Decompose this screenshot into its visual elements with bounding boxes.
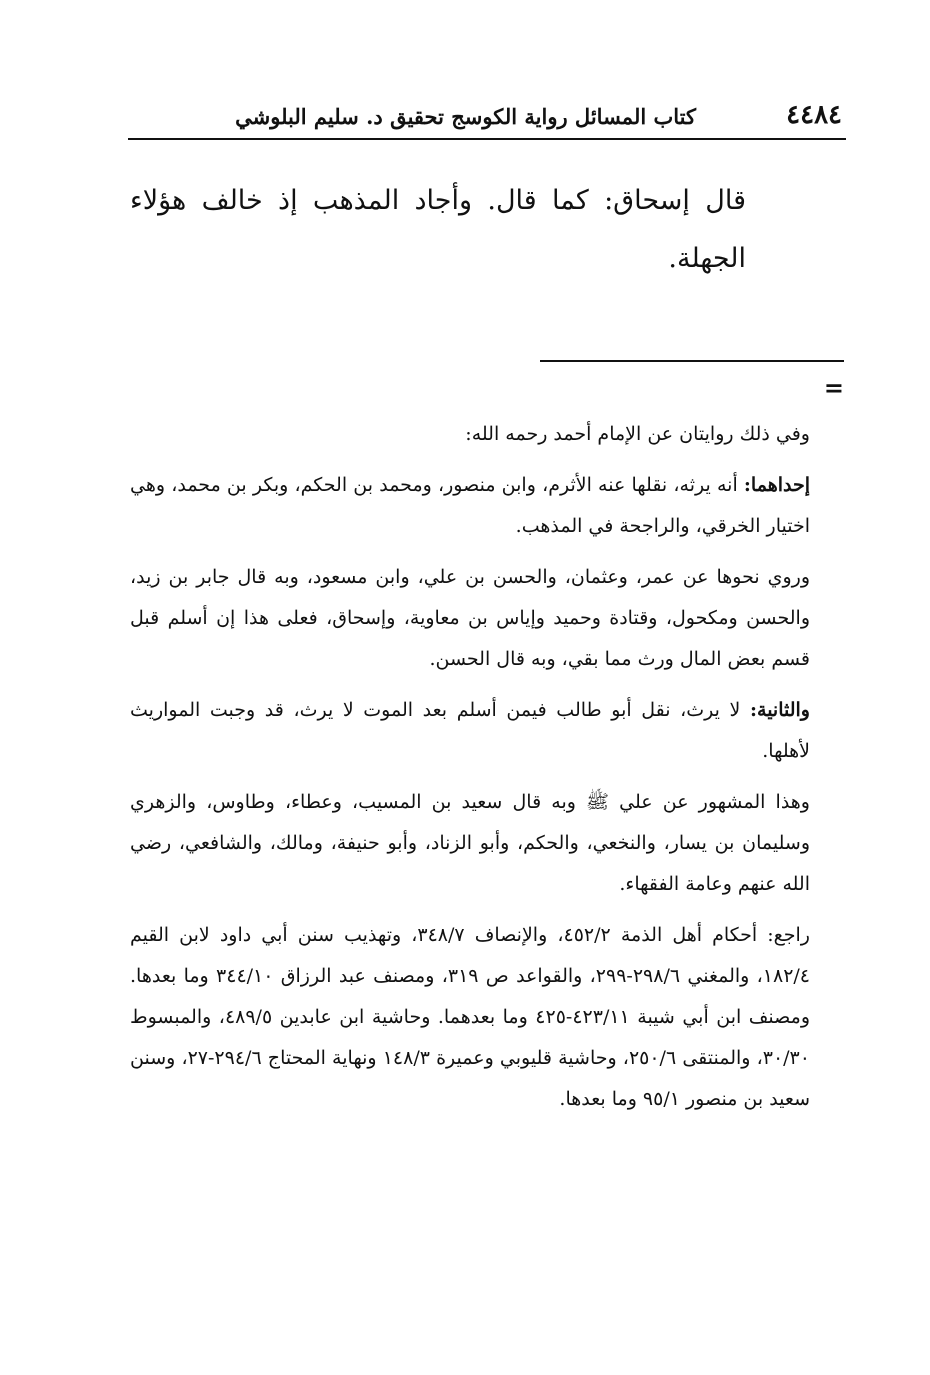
first-narration-text: أنه يرثه، نقلها عنه الأثرم، وابن منصور، ومحمد بن الحكم، وبكر بن محمد، وهي اختيار الخرقي، والراجحة في المذهب. [130,474,810,537]
second-narration-label: والثانية: [750,699,810,721]
second-narration-text: لا يرث، نقل أبو طالب فيمن أسلم بعد الموت لا يرث، قد وجبت المواريث لأهلها. [130,699,810,762]
footnote-separator [540,360,844,362]
footnote-narrated: وروي نحوها عن عمر، وعثمان، والحسن بن علي، وابن مسعود، وبه قال جابر بن زيد، والحسن ومكحول، وقتادة وحميد وإياس بن معاوية، وإسحاق، فعلى هذا إن أسلم قبل قسم بعض المال ورث مما بقي، وبه قال الحسن. [130,566,810,670]
running-title: كتاب المسائل رواية الكوسج تحقيق د. سليم البلوشي [235,104,696,129]
page-number: ٤٤٨٤ [786,100,842,130]
main-text: قال إسحاق: كما قال. وأجاد المذهب إذ خالف هؤلاء الجهلة. [130,185,746,274]
first-narration-label: إحداهما: [743,474,810,496]
footnote-continuation-mark: = [823,373,844,402]
header-rule [128,138,846,140]
footnote-references: راجع: أحكام أهل الذمة ٤٥٢/٢، والإنصاف ٣٤٨/٧، وتهذيب سنن أبي داود لابن القيم ١٨٢/٤، والمغني ٢٩٨/٦-٢٩٩، والقواعد ص ٣١٩، ومصنف عبد الرزاق ٣٤٤/١٠ وما بعدها. ومصنف ابن أبي شيبة ٤٢٣/١١-٤٢٥ وما بعدهما. وحاشية ابن عابدين ٤٨٩/٥، والمبسوط ٣٠/٣٠، والمنتقى ٢٥٠/٦، وحاشية قليوبي وعميرة ١٤٨/٣ ونهاية المحتاج ٢٩٤/٦-٢٧، وسنن سعيد بن منصور ٩٥/١ وما بعدها. [130,924,811,1110]
footnote-first-narration [130,465,810,547]
footnote-second-narration [130,690,810,772]
footnote-block [130,414,810,1130]
footnote-intro: وفي ذلك روايتان عن الإمام أحمد رحمه الله: [465,423,810,445]
page-header [128,92,846,140]
footnote-famous: وهذا المشهور عن علي ﷺ وبه قال سعيد بن المسيب، وعطاء، وطاوس، والزهري وسليمان بن يسار، والنخعي، والحكم، وأبو الزناد، وأبو حنيفة، ومالك، والشافعي، رضي الله عنهم وعامة الفقهاء. [130,791,810,895]
